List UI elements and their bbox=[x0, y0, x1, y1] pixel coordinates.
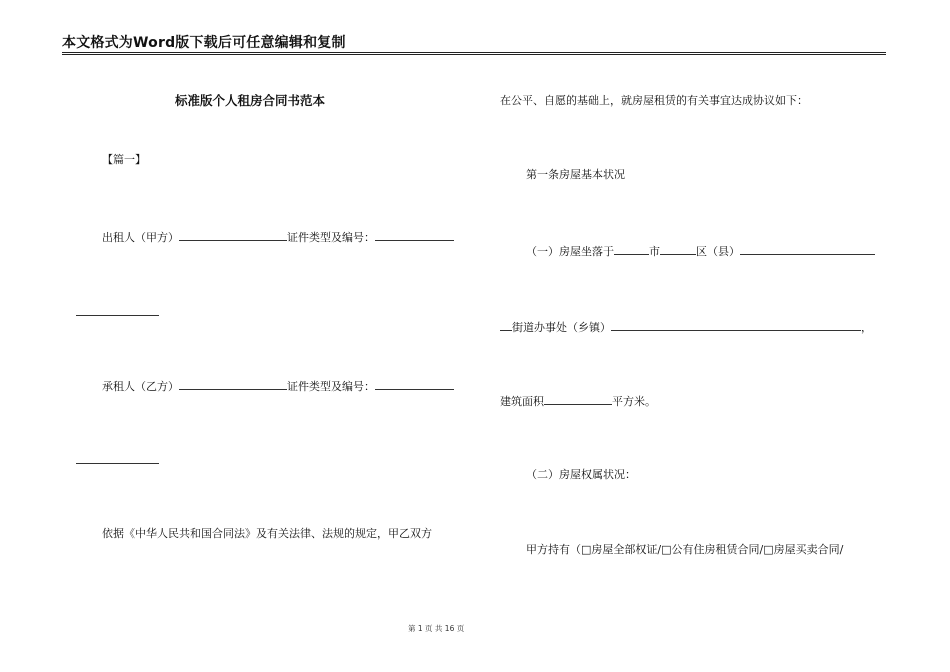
lessor-blank bbox=[179, 229, 287, 241]
address-blank bbox=[740, 243, 875, 255]
lessee-line bbox=[102, 378, 454, 394]
district-label: 区（县） bbox=[696, 245, 740, 258]
ownership-line: 甲方持有（□房屋全部权证/□公有住房租赁合同/□房屋买卖合同/ bbox=[526, 543, 844, 556]
lessor-label: 出租人（甲方） bbox=[102, 231, 179, 244]
article-1-heading: 第一条房屋基本状况 bbox=[526, 168, 625, 181]
property-location-line bbox=[526, 243, 875, 259]
lessor-continuation-blank bbox=[76, 315, 159, 316]
page-footer: 第 1 页 共 16 页 bbox=[408, 624, 465, 633]
area-blank bbox=[544, 393, 612, 405]
lessee-label: 承租人（乙方） bbox=[102, 380, 179, 393]
street-blank bbox=[611, 319, 861, 331]
ownership-heading: （二）房屋权属状况： bbox=[526, 468, 636, 481]
page-header: 本文格式为Word版下载后可任意编辑和复制 bbox=[62, 35, 346, 51]
street-line bbox=[500, 319, 872, 335]
street-label: 街道办事处（乡镇） bbox=[512, 321, 611, 334]
city-label: 市 bbox=[649, 245, 660, 258]
district-blank bbox=[660, 243, 696, 255]
legal-basis-line: 依据《中华人民共和国合同法》及有关法律、法规的规定，甲乙双方 bbox=[102, 527, 432, 540]
lessor-line bbox=[102, 229, 454, 245]
street-prefix-blank bbox=[500, 319, 512, 331]
lessor-id-label: 证件类型及编号： bbox=[287, 231, 375, 244]
lessee-blank bbox=[179, 378, 287, 390]
document-title: 标准版个人租房合同书范本 bbox=[175, 93, 326, 108]
lessee-id-label: 证件类型及编号： bbox=[287, 380, 375, 393]
section-heading: 【篇一】 bbox=[102, 153, 146, 166]
building-area-line bbox=[500, 393, 656, 409]
lessee-continuation-blank bbox=[76, 463, 159, 464]
street-end: ， bbox=[861, 321, 872, 334]
lessor-id-blank bbox=[375, 229, 454, 241]
lessee-id-blank bbox=[375, 378, 454, 390]
header-rule-top bbox=[62, 52, 886, 53]
intro-line: 在公平、自愿的基础上，就房屋租赁的有关事宜达成协议如下： bbox=[500, 94, 808, 107]
header-rule-bottom bbox=[62, 54, 886, 55]
location-prefix: （一）房屋坐落于 bbox=[526, 245, 614, 258]
area-label: 建筑面积 bbox=[500, 395, 544, 408]
city-blank bbox=[614, 243, 649, 255]
area-unit: 平方米。 bbox=[612, 395, 656, 408]
